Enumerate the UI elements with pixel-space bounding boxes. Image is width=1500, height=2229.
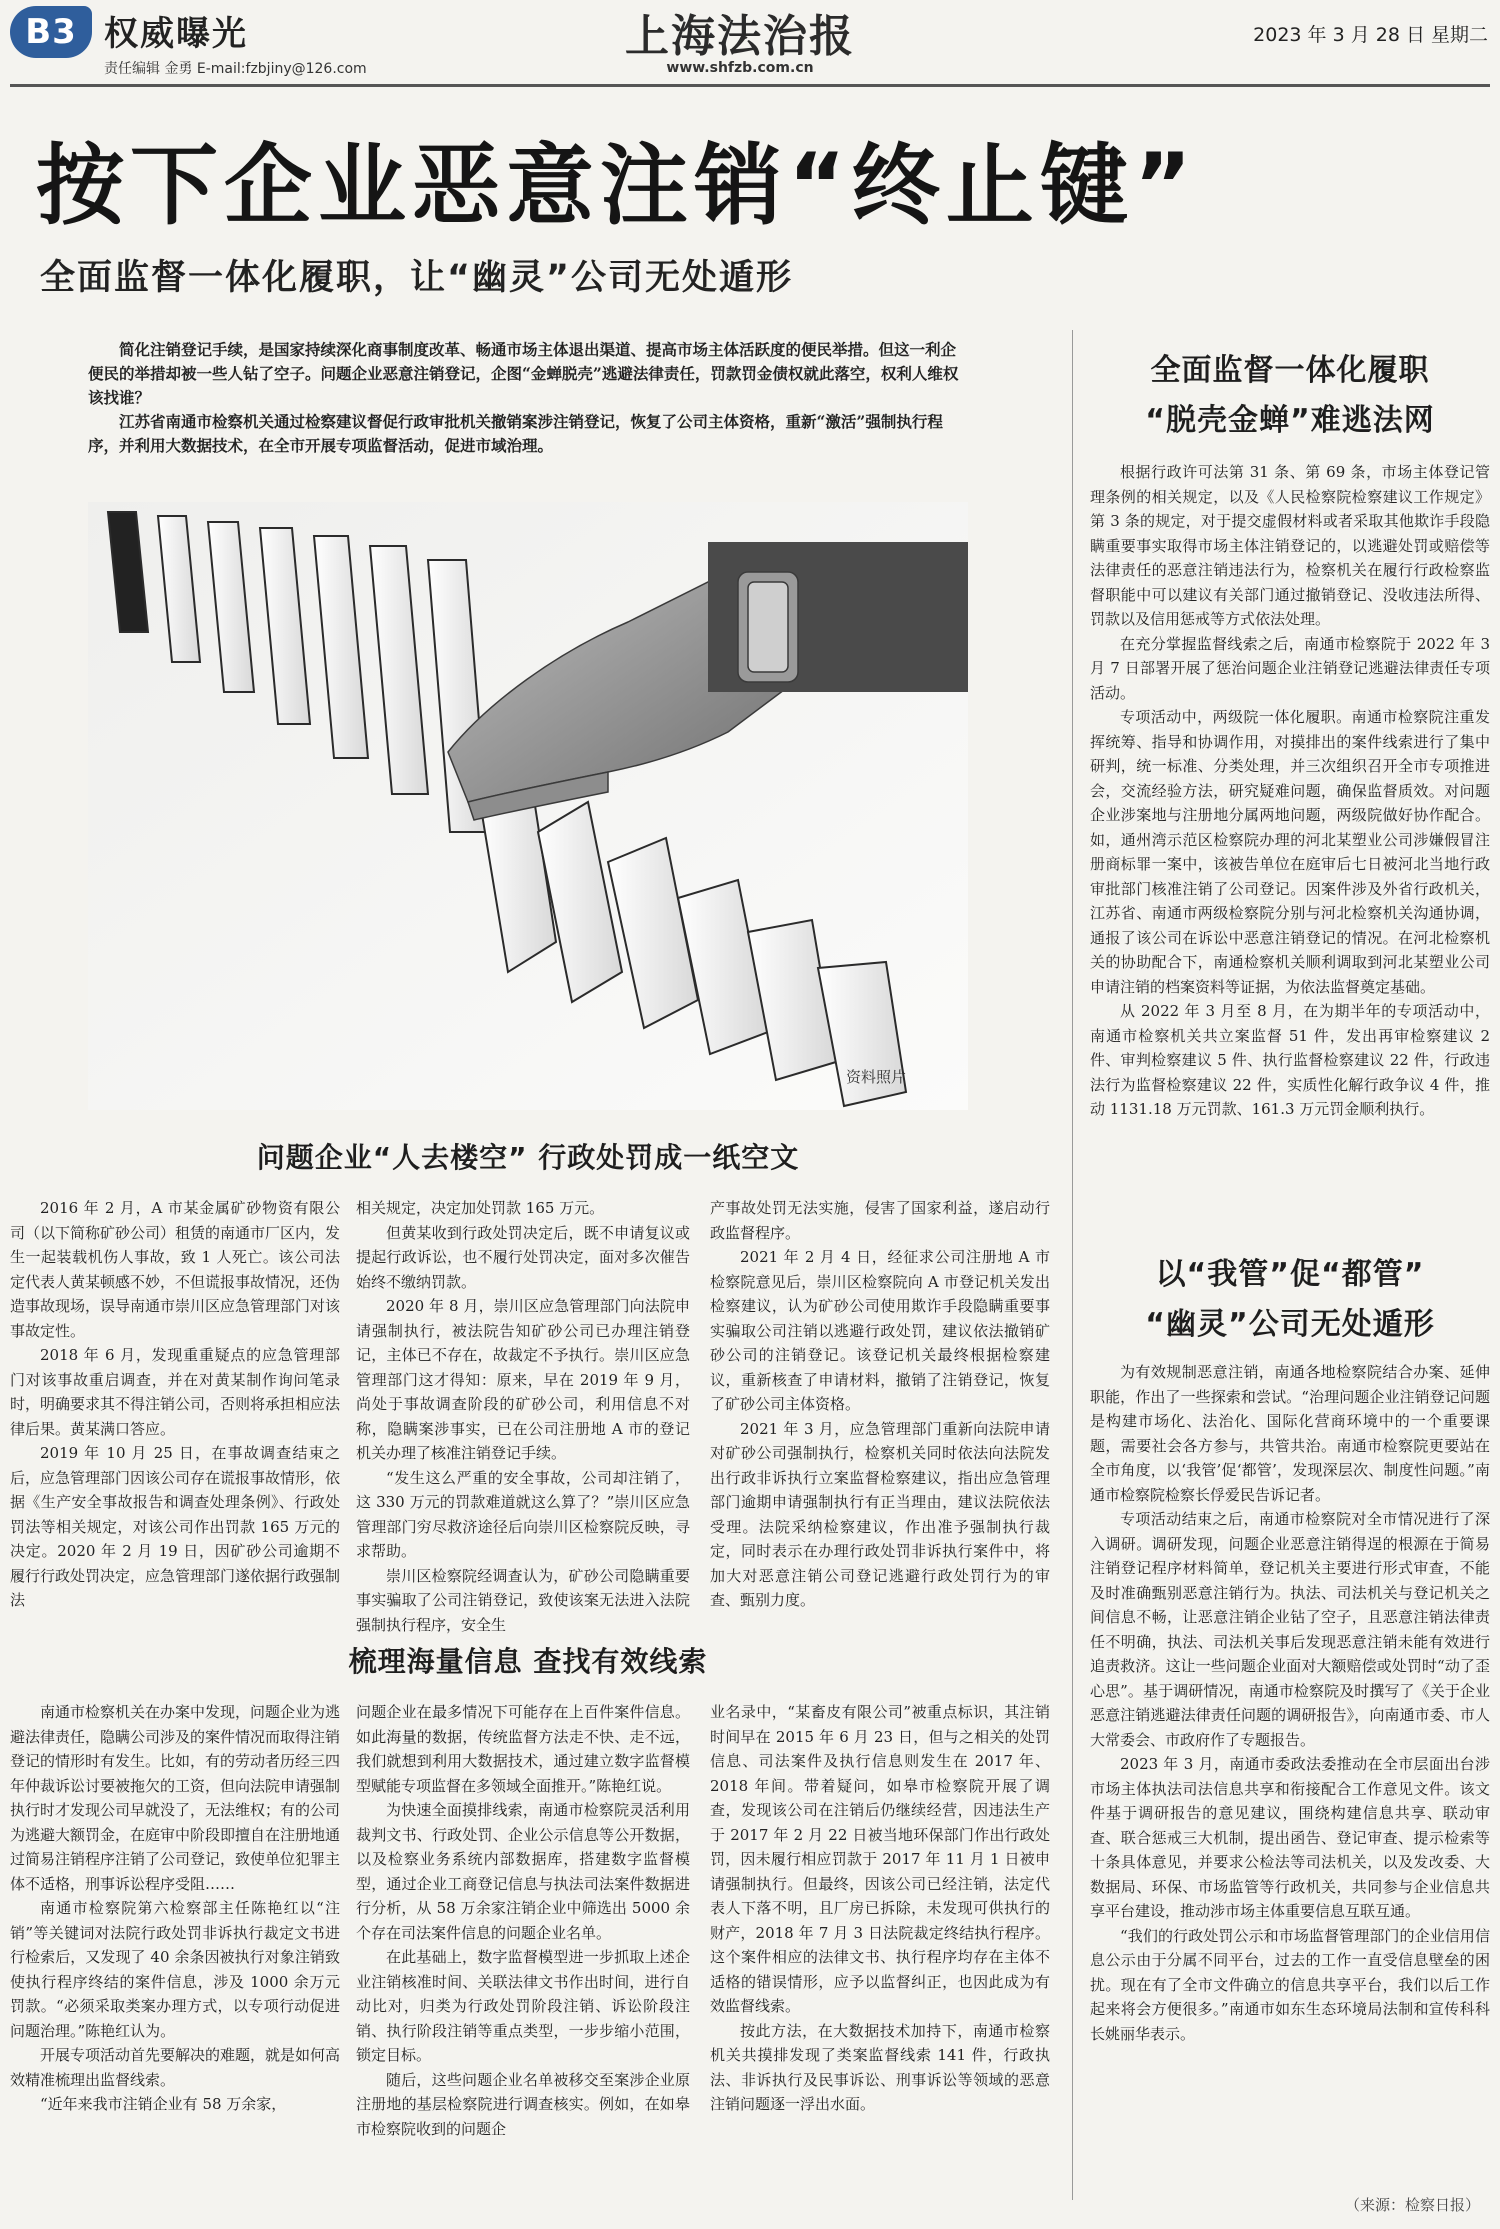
paragraph: 南通市检察机关在办案中发现，问题企业为逃避法律责任，隐瞒公司涉及的案件情况而取得注销登记的情形时有发生。比如，有的劳动者历经三四年仲裁诉讼讨要被拖欠的工资，但向法院申请强制执行时才发现公司早就没了，无法维权；有的公司为逃避大额罚金，在庭审中阶段即擅自在注册地通过简易注销程序注销了公司登记，致使单位犯罪主体不适格，刑事诉讼程序受阻…… — [10, 1703, 341, 1893]
paragraph: 相关规定，决定加处罚款 165 万元。 — [356, 1199, 605, 1217]
right-section1-body — [1090, 460, 1490, 1260]
paragraph: 2020 年 8 月，崇川区应急管理部门向法院申请强制执行，被法院告知矿砂公司已办理注销登记，主体已不存在，故裁定不予执行。崇川区应急管理部门这才得知：原来，早在 2019 年 9 月，尚处于事故调查阶段的矿砂公司，利用信息不对称，隐瞒案涉事实，已在公司注册地 A 市的登记机关办理了核准注销登记手续。 — [356, 1297, 690, 1462]
paragraph: 2018 年 6 月，发现重重疑点的应急管理部门对该事故重启调查，并在对黄某制作询问笔录时，明确要求其不得注销公司，否则将承担相应法律后果。黄某满口答应。 — [10, 1346, 341, 1438]
paragraph: 按此方法，在大数据技术加持下，南通市检察机关共摸排发现了类案监督线索 141 件，行政执法、非诉执行及民事诉讼、刑事诉讼等领域的恶意注销问题逐一浮出水面。 — [710, 2021, 1050, 2113]
heading-line: 以“我管”促“都管” — [1155, 1257, 1425, 1292]
sub-headline: 全面监督一体化履职，让“幽灵”公司无处遁形 — [40, 258, 794, 298]
section1-heading: 问题企业“人去楼空” 行政处罚成一纸空文 — [256, 1141, 800, 1174]
paragraph: 2021 年 3 月，应急管理部门重新向法院申请对矿砂公司强制执行，检察机关同时依法向法院发出行政非诉执行立案监督检察建议，指出应急管理部门逾期申请强制执行有正当理由，建议法院依法受理。法院采纳检察建议，作出准予强制执行裁定，同时表示在办理行政处罚非诉执行案件中，将加大对恶意注销公司登记逃避行政处罚行为的审查、甄别力度。 — [710, 1419, 1050, 1609]
paragraph: 根据行政许可法第 31 条、第 69 条，市场主体登记管理条例的相关规定，以及《人民检察院检察建议工作规定》第 3 条的规定，对于提交虚假材料或者采取其他欺诈手段隐瞒重要事实取得市场主体注销登记的，以逃避处罚或赔偿等法律责任的恶意注销违法行为，检察机关在履行行政检察监督职能中可以建议有关部门通过撤销登记、没收违法所得、罚款以及信用惩戒等方式依法处理。 — [1090, 463, 1490, 628]
lead-paragraph: 简化注销登记手续，是国家持续深化商事制度改革、畅通市场主体退出渠道、提高市场主体活跃度的便民举措。但这一利企便民的举措却被一些人钻了空子。问题企业恶意注销登记，企图“金蝉脱壳”逃避法律责任，罚款罚金债权就此落空，权利人维权该找谁？ — [88, 340, 959, 407]
paragraph: 专项活动结束之后，南通市检察院对全市情况进行了深入调研。调研发现，问题企业恶意注销得逞的根源在于简易注销登记程序材料简单，登记机关主要进行形式审查，不能及时准确甄别恶意注销行为。执法、司法机关与登记机关之间信息不畅，让恶意注销企业钻了空子，且恶意注销法律责任不明确，执法、司法机关事后发现恶意注销未能有效进行追责救济。这让一些问题企业面对大额赔偿或处罚时“动了歪心思”。基于调研情况，南通市检察院及时撰写了《关于企业恶意注销逃避法律责任问题的调研报告》，向南通市委、市人大常委会、市政府作了专题报告。 — [1090, 1510, 1490, 1749]
paragraph: 专项活动中，两级院一体化履职。南通市检察院注重发挥统筹、指导和协调作用，对摸排出的案件线索进行了集中研判，统一标准、分类处理，并三次组织召开全市专项推进会，交流经验方法，研究疑难问题，确保监督质效。对问题企业涉案地与注册地分属两地问题，两级院做好协作配合。如，通州湾示范区检察院办理的河北某塑业公司涉嫌假冒注册商标罪一案中，该被告单位在庭审后七日被河北当地行政审批部门核准注销了公司登记。因案件涉及外省行政机关，江苏省、南通市两级检察院分别与河北检察机关沟通协调，通报了该公司在诉讼中恶意注销登记的情况。在河北检察机关的协助配合下，南通检察机关顺利调取到河北某塑业公司申请注销的档案资料等证据，为依法监督奠定基础。 — [1090, 708, 1490, 996]
paragraph: 业名录中，“某畜皮有限公司”被重点标识，其注销时间早在 2015 年 6 月 23 日，但与之相关的处罚信息、司法案件及执行信息则发生在 2017 年、2018 年间。带着疑问，如皋市检察院开展了调查，发现该公司在注销后仍继续经营，因违法生产于 2017 年 2 月 22 日被当地环保部门作出行政处罚，因未履行相应罚款于 2017 年 11 月 1 日被申请强制执行。但最终，因该公司已经注销，法定代表人下落不明，且厂房已拆除，未发现可供执行的财产，2018 年 7 月 3 日法院裁定终结执行程序。这个案件相应的法律文书、执行程序均存在主体不适格的错误情形，应予以监督纠正，也因此成为有效监督线索。 — [710, 1703, 1050, 2015]
heading-line: “脱壳金蝉”难逃法网 — [1145, 403, 1435, 438]
right-section2-body — [1090, 1360, 1490, 2190]
section2-column-1 — [10, 1700, 340, 2220]
paragraph: 2016 年 2 月，A 市某金属矿砂物资有限公司（以下简称矿砂公司）租赁的南通市厂区内，发生一起装载机伤人事故，致 1 人死亡。该公司法定代表人黄某顿感不妙，不但谎报事故情况，还伪造事故现场，误导南通市崇川区应急管理部门对该事故定性。 — [10, 1199, 341, 1340]
lead-paragraphs — [88, 338, 968, 458]
paragraph: 崇川区检察院经调查认为，矿砂公司隐瞒重要事实骗取了公司注销登记，致使该案无法进入法院强制执行程序，安全生 — [356, 1566, 690, 1634]
article-photo — [88, 502, 968, 1110]
heading-line: “幽灵”公司无处遁形 — [1145, 1307, 1435, 1342]
paragraph: “我们的行政处罚公示和市场监督管理部门的企业信用信息公示由于分属不同平台，过去的工作一直受信息壁垒的困扰。现在有了全市文件确立的信息共享平台，我们以后工作起来将会方便很多。”南通市如东生态环境局法制和宣传科科长姚丽华表示。 — [1090, 1926, 1490, 2043]
paragraph: 随后，这些问题企业名单被移交至案涉企业原注册地的基层检察院进行调查核实。例如，在如皋市检察院收到的问题企 — [356, 2070, 690, 2138]
domino-hand-illustration — [88, 502, 968, 1110]
section2-heading: 梳理海量信息 查找有效线索 — [348, 1645, 708, 1678]
paragraph: 从 2022 年 3 月至 8 月，在为期半年的专项活动中，南通市检察机关共立案监督 51 件，发出再审检察建议 2 件、审判检察建议 5 件、执行监督检察建议 22 件，行政违法行为监督检察建议 22 件，实质性化解行政争议 4 件，推动 1131.18 万元罚款、161.3 万元罚金顺利执行。 — [1090, 1002, 1490, 1118]
editor-line: 责任编辑 金勇 E-mail:fzbjiny@126.com — [104, 61, 367, 77]
section1-column-3 — [710, 1196, 1050, 1616]
column-divider — [1072, 330, 1073, 2200]
paragraph: 2021 年 2 月 4 日，经征求公司注册地 A 市检察院意见后，崇川区检察院向 A 市登记机关发出检察建议，认为矿砂公司使用欺诈手段隐瞒重要事实骗取公司注销以逃避行政处罚，建议依法撤销矿砂公司的注销登记。该登记机关最终根据检察建议，重新核查了申请材料，撤销了注销登记，恢复了矿砂公司主体资格。 — [710, 1248, 1050, 1413]
paragraph: 开展专项活动首先要解决的难题，就是如何高效精准梳理出监督线索。 — [10, 2046, 341, 2089]
paragraph: 2023 年 3 月，南通市委政法委推动在全市层面出台涉市场主体执法司法信息共享和衔接配合工作意见文件。该文件基于调研报告的意见建议，围绕构建信息共享、联动审查、联合惩戒三大机制，提出函告、登记审查、提示检索等十条具体意见，并要求公检法等司法机关，以及发改委、大数据局、环保、市场监管等行政机关，共同参与企业信息共享平台建设，推动涉市场主体重要信息互联互通。 — [1090, 1755, 1490, 1920]
section-name: 权威曝光 — [104, 14, 248, 54]
section1-column-1 — [10, 1196, 340, 1616]
paragraph: “近年来我市注销企业有 58 万余家， — [40, 2095, 287, 2113]
paragraph: 2019 年 10 月 25 日，在事故调查结束之后，应急管理部门因该公司存在谎报事故情形，依据《生产安全事故报告和调查处理条例》、行政处罚法等相关规定，对该公司作出罚款 165 万元的决定。2020 年 2 月 19 日，因矿砂公司逾期不履行行政处罚决定，应急管理部门遂依据行政强制法 — [10, 1444, 341, 1609]
paragraph: 南通市检察院第六检察部主任陈艳红以“注销”等关键词对法院行政处罚非诉执行裁定文书进行检索后，又发现了 40 余条因被执行对象注销致使执行程序终结的案件信息，涉及 1000 余万元罚款。“必须采取类案办理方式，以专项行动促进问题治理。”陈艳红认为。 — [10, 1899, 340, 2040]
header-rule — [10, 84, 1490, 87]
newspaper-masthead: 上海法治报 — [625, 11, 855, 62]
section1-column-2 — [356, 1196, 690, 1634]
right-section1-heading — [1090, 346, 1490, 446]
page-number-badge: B3 — [10, 6, 92, 58]
section2-column-3 — [710, 1700, 1050, 2220]
section2-column-2 — [356, 1700, 690, 2220]
paragraph: 但黄某收到行政处罚决定后，既不申请复议或提起行政诉讼，也不履行处罚决定，面对多次催告始终不缴纳罚款。 — [356, 1223, 690, 1291]
paragraph: 在充分掌握监督线索之后，南通市检察院于 2022 年 3 月 7 日部署开展了惩治问题企业注销登记逃避法律责任专项活动。 — [1090, 634, 1490, 702]
lead-paragraph: 江苏省南通市检察机关通过检察建议督促行政审批机关撤销案涉注销登记，恢复了公司主体资格，重新“激活”强制执行程序，并利用大数据技术，在全市开展专项监督活动，促进市域治理。 — [88, 412, 943, 455]
website-url: www.shfzb.com.cn — [666, 60, 814, 76]
paragraph: 产事故处罚无法实施，侵害了国家利益，遂启动行政监督程序。 — [710, 1199, 1050, 1242]
paragraph: 问题企业在最多情况下可能存在上百件案件信息。如此海量的数据，传统监督方法走不快、走不远，我们就想到利用大数据技术，通过建立数字监督模型赋能专项监督在多领域全面推开。”陈艳红说。 — [356, 1703, 690, 1795]
photo-caption: 资料照片 — [846, 1068, 907, 1086]
paragraph: “发生这么严重的安全事故，公司却注销了，这 330 万元的罚款难道就这么算了？”崇川区应急管理部门穷尽救济途径后向崇川区检察院反映，寻求帮助。 — [356, 1468, 690, 1560]
right-section2-heading — [1090, 1250, 1490, 1350]
paragraph: 为有效规制恶意注销，南通各地检察院结合办案、延伸职能，作出了一些探索和尝试。“治理问题企业注销登记问题是构建市场化、法治化、国际化营商环境中的一个重要课题，需要社会各方参与，共管共治。南通市检察院更要站在全市角度，以‘我管’促‘都管’，发现深层次、制度性问题。”南通市检察院检察长俘爱民告诉记者。 — [1090, 1363, 1490, 1504]
paragraph: 在此基础上，数字监督模型进一步抓取上述企业注销核准时间、关联法律文书作出时间，进行自动比对，归类为行政处罚阶段注销、诉讼阶段注销、执行阶段注销等重点类型，一步步缩小范围，锁定目标。 — [356, 1948, 690, 2064]
paragraph: 为快速全面摸排线索，南通市检察院灵活利用裁判文书、行政处罚、企业公示信息等公开数据，以及检察业务系统内部数据库，搭建数字监督模型，通过企业工商登记信息与执法司法案件数据进行分析，从 58 万余家注销企业中筛选出 5000 余个存在司法案件信息的问题企业名单。 — [356, 1801, 690, 1942]
main-headline: 按下企业恶意注销“终止键” — [36, 134, 1198, 237]
issue-date: 2023 年 3 月 28 日 星期二 — [1253, 24, 1488, 46]
article-source: （来源：检察日报） — [1344, 2196, 1480, 2214]
page-header — [0, 0, 1500, 88]
heading-line: 全面监督一体化履职 — [1150, 353, 1430, 388]
